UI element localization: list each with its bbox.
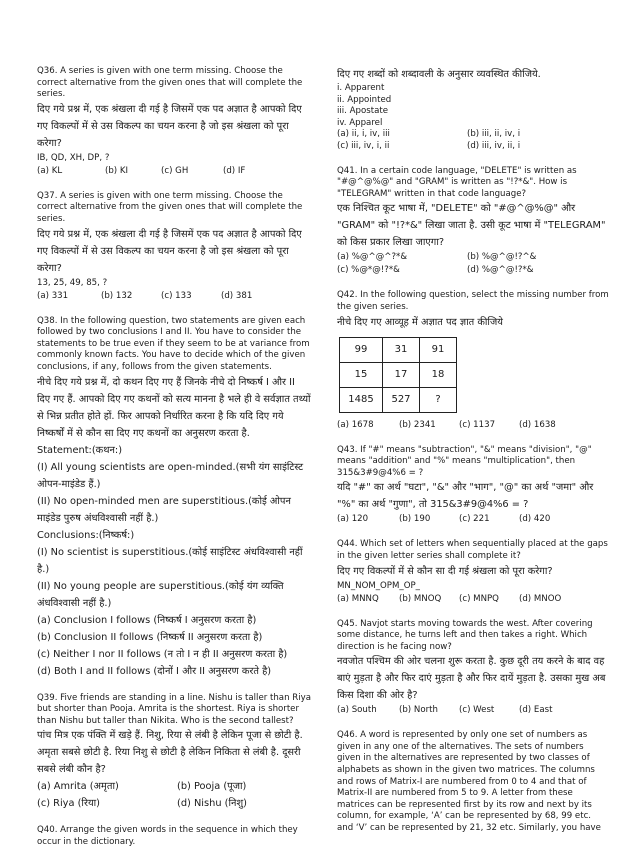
q43-english-text: Q43. If "#" means "subtraction", "&" means "division", "@" means "addition" and "%" means "multiplication", then 315&3#9@4%6 = ? [337,444,592,478]
matrix-cell-missing: ? [420,387,457,412]
q39-option-d[interactable]: (d) Nishu (निशु) [177,798,247,810]
q45-options [337,704,609,717]
q37-option-a[interactable]: (a) 331 [37,290,69,301]
matrix-row [340,362,457,387]
q45-option-d[interactable]: (d) East [519,705,553,716]
q43-hindi-text: यदि "#" का अर्थ "घटा", "&" और "भाग", "@" का अर्थ "जमा" और "%" का अर्थ "गुणा", तो 315&3#9@4%6 = ? [337,482,594,511]
matrix-cell: 99 [340,337,383,362]
q37-hindi-text: दिए गये प्रश्न में, एक श्रंखला दी गई है जिसमें एक पद अज्ञात है आपको दिए गए विकल्पों में से उस विकल्प का चयन करना है जो इस श्रंखला को पूरा करेगा? [37,228,302,274]
q45-option-b[interactable]: (b) North [399,705,438,716]
q37-options [37,290,311,303]
q38-conclusion-label: Conclusions:(निष्कर्ष:) [37,529,135,541]
q45-english-text: Q45. Navjot starts moving towards the west. After covering some distance, he turns left and then takes a right. Which direction is he facing now? [337,618,593,652]
matrix-row [340,387,457,412]
q38-hindi-text: नीचे दिए गये प्रश्न में, दो कथन दिए गए हैं जिनके नीचे दो निष्कर्ष I और II दिए गए हैं. आपको दिए गए कथनों को सत्य मानना है भले ही वे सर्वज्ञात तथ्यों से भिन्न प्रतीत होते हों. फिर आपको निर्धारित करना है कि यदि दिए गये निष्कर्षों में से कौन सा दिए गए कथनों का अनुसरण करता है. [37,376,311,439]
q43-option-b[interactable]: (b) 190 [399,514,431,525]
q43-option-d[interactable]: (d) 420 [519,514,551,525]
q40-hindi-text: दिए गए शब्दों को शब्दावली के अनुसार व्यवस्थित कीजिये. [337,69,541,80]
matrix-cell: 18 [420,362,457,387]
q36-option-c[interactable]: (c) GH [161,165,189,176]
matrix-row [340,337,457,362]
q38-option-d[interactable]: (d) Both I and II follows (दोनों I और II अनुसरण करते है) [37,665,272,677]
question-43 [337,445,609,527]
q41-hindi-text: एक निश्चित कूट भाषा में, "DELETE" को "#@^@%@" और "GRAM" को "!?*&" लिखा जाता है. उसी कूट भाषा में "TELEGRAM" को किस प्रकार लिखा जाएगा? [337,203,606,249]
q40-options [337,129,609,152]
q44-option-a[interactable]: (a) MNNQ [337,593,379,604]
q38-statement-2: (II) No open-minded men are superstitious.(कोई ओपन माइंडेड पुरुष अंधविश्वासी नहीं है.) [37,495,291,524]
q44-english-text: Q44. Which set of letters when sequentially placed at the gaps in the given letter series shall complete it? [337,539,608,561]
q39-hindi-text: पांच मित्र एक पंक्ति में खड़े हैं. निशु, रिया से लंबी है लेकिन पूजा से छोटी है. अमृता सबसे छोटी है. रिया निशु से छोटी है लेकिन निकिता से लंबी है. दूसरी सबसे लंबी कौन है? [37,730,303,776]
q40-item-2: ii. Appointed [337,94,392,105]
q44-option-b[interactable]: (b) MNOQ [399,593,442,604]
q38-conclusion-1: (I) No scientist is superstitious.(कोई साइंटिस्ट अंधविश्वासी नहीं है.) [37,546,303,575]
q44-series: MN_NOM_OPM_OP_ [337,580,420,591]
question-42 [337,290,609,431]
q45-option-a[interactable]: (a) South [337,705,377,716]
q40-item-4: iv. Apparel [337,117,383,128]
q43-option-c[interactable]: (c) 221 [459,514,490,525]
q39-option-b[interactable]: (b) Pooja (पूजा) [177,781,247,793]
q40-option-c[interactable]: (c) iii, iv, i, ii [337,140,390,151]
matrix-cell: 91 [420,337,457,362]
right-column [337,66,609,848]
q39-english-text: Q39. Five friends are standing in a line. Nishu is taller than Riya but shorter than Pooja. Amrita is the shortest. Riya is shorter than Nishu but taller than Nikita. Who is the second tallest? [37,692,311,726]
q44-option-d[interactable]: (d) MNOO [519,593,562,604]
q44-options [337,593,609,606]
matrix-cell: 17 [383,362,420,387]
q42-english-text: Q42. In the following question, select the missing number from the given series. [337,290,609,312]
q42-option-a[interactable]: (a) 1678 [337,419,374,430]
question-45 [337,619,609,718]
q37-option-d[interactable]: (d) 381 [221,290,253,301]
q38-option-c[interactable]: (c) Neither I nor II follows (न तो I न ही II अनुसरण करता है) [37,648,288,660]
q36-options [37,165,311,178]
q40-english-text: Q40. Arrange the given words in the sequence in which they occur in the dictionary. [37,825,298,847]
q36-hindi-text: दिए गये प्रश्न में, एक श्रंखला दी गई है जिसमें एक पद अज्ञात है आपको दिए गए विकल्पों में से उस विकल्प का चयन करना है जो इस श्रंखला को पूरा करेगा? [37,103,302,149]
q44-hindi-text: दिए गए विकल्पों में से कौन सा दी गई श्रंखला को पूरा करेगा? [337,565,553,577]
question-37 [37,191,311,303]
q40-item-3: iii. Apostate [337,106,388,117]
matrix-cell: 527 [383,387,420,412]
q36-english-text: Q36. A series is given with one term missing. Choose the correct alternative from the given ones that will complete the series. [37,66,303,100]
q36-option-a[interactable]: (a) KL [37,165,63,176]
question-41 [337,166,609,278]
q40-item-1: i. Apparent [337,83,385,93]
q38-statement-label: Statement:(कथन:) [37,444,123,456]
q41-option-d[interactable]: (d) %@^@!?*& [467,265,534,276]
q43-option-a[interactable]: (a) 120 [337,514,369,525]
q42-number-matrix [339,337,457,413]
q36-option-b[interactable]: (b) KI [105,165,129,176]
q40-option-b[interactable]: (b) iii, ii, iv, i [467,129,521,140]
q38-statement-1: (I) All young scientists are open-minded.(सभी यंग साइंटिस्ट ओपन-माइंडेड हैं.) [37,461,304,490]
q41-option-a[interactable]: (a) %@^@^?*& [337,252,408,263]
q38-option-b[interactable]: (b) Conclusion II follows (निष्कर्ष II अनुसरण करता है) [37,631,263,643]
left-column [37,66,311,862]
q37-option-b[interactable]: (b) 132 [101,290,133,301]
q40-option-a[interactable]: (a) ii, i, iv, iii [337,129,390,140]
q37-english-text: Q37. A series is given with one term missing. Choose the correct alternative from the given ones that will complete the series. [37,190,303,224]
q46-english-text: Q46. A word is represented by only one set of numbers as given in any one of the alternatives. The sets of numbers given in the alternatives are represented by two classes of alphabets as shown in the given two matrices. The columns and rows of Matrix-I are numbered from 0 to 4 and that of Matrix-II are numbered from 5 to 9. A letter from these matrices can be represented first by its row and next by its column, for example, ‘A’ can be represented by 68, 99 etc. and ‘V’ can be represented by 21, 32 etc. Similarly, you have [337,730,601,834]
question-39 [37,693,311,813]
question-38 [37,316,311,680]
q41-english-text: Q41. In a certain code language, "DELETE" is written as "#@^@%@" and "GRAM" is written as "!?*&". How is "TELEGRAM" written in that code language? [337,165,577,199]
question-36 [37,66,311,178]
q38-option-a[interactable]: (a) Conclusion I follows (निष्कर्ष I अनुसरण करता है) [37,614,257,626]
q42-option-c[interactable]: (c) 1137 [459,419,496,430]
q39-option-c[interactable]: (c) Riya (रिया) [37,798,100,810]
q37-option-c[interactable]: (c) 133 [161,290,192,301]
q40-option-d[interactable]: (d) iii, iv, ii, i [467,140,521,151]
q42-option-b[interactable]: (b) 2341 [399,419,436,430]
question-40 [37,825,311,848]
q39-option-a[interactable]: (a) Amrita (अमृता) [37,781,119,793]
matrix-cell: 15 [340,362,383,387]
q38-english-text: Q38. In the following question, two statements are given each followed by two conclusions I and II. You have to consider the statements to be true even if they seem to be at variance from commonly known facts. You have to decide which of the given conclusions, if any, follows from the given statements. [37,315,310,372]
matrix-cell: 1485 [340,387,383,412]
matrix-cell: 31 [383,337,420,362]
question-40-continued [337,66,609,153]
q45-option-c[interactable]: (c) West [459,705,495,716]
q41-option-b[interactable]: (b) %@^@!?^& [467,252,537,263]
q41-options [337,251,609,277]
q36-option-d[interactable]: (d) IF [223,165,246,176]
question-44 [337,539,609,605]
q44-option-c[interactable]: (c) MNPQ [459,593,499,604]
q42-option-d[interactable]: (d) 1638 [519,419,556,430]
q42-hindi-text: नीचे दिए गए आव्यूह में अज्ञात पद ज्ञात कीजिये [337,316,503,328]
q36-series: IB, QD, XH, DP, ? [37,152,110,163]
q37-series: 13, 25, 49, 85, ? [37,277,108,288]
q41-option-c[interactable]: (c) %@*@!?*& [337,265,400,276]
q39-options [37,778,311,812]
question-46 [337,730,609,834]
q38-conclusion-2: (II) No young people are superstitious.(कोई यंग व्यक्ति अंधविश्वासी नहीं है.) [37,580,284,609]
q42-options [337,419,609,432]
q43-options [337,513,609,526]
q45-hindi-text: नवजोत पश्चिम की ओर चलना शुरू करता है. कुछ दूरी तय करने के बाद वह बाएं मुड़ता है और फिर दाएं मुड़ता है और फिर दायें मुड़ता है. उसका मुख अब किस दिशा की ओर है? [337,656,606,702]
